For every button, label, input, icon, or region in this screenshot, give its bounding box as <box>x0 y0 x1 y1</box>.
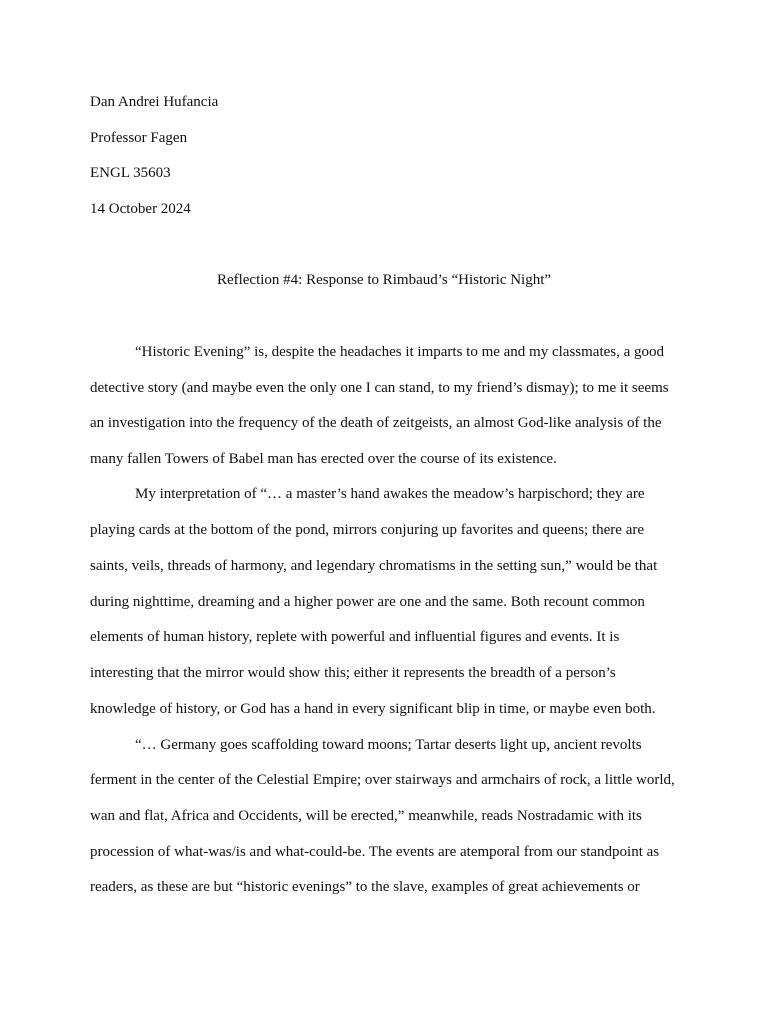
body-line: procession of what-was/is and what-could-be. The events are atemporal from our standpoint as <box>90 844 660 860</box>
body-line: many fallen Towers of Babel man has erected over the course of its existence. <box>90 451 557 467</box>
body-line: “Historic Evening” is, despite the headaches it imparts to me and my classmates, a good <box>135 344 665 360</box>
body-line: My interpretation of “… a master’s hand awakes the meadow’s harpischord; they are <box>135 486 645 502</box>
body-line: readers, as these are but “historic evenings” to the slave, examples of great achievements or <box>90 879 640 895</box>
course-code: ENGL 35603 <box>90 165 171 181</box>
body-line: elements of human history, replete with powerful and influential figures and events. It is <box>90 629 620 645</box>
body-line: playing cards at the bottom of the pond, mirrors conjuring up favorites and queens; there are <box>90 522 645 538</box>
body-line: during nighttime, dreaming and a higher power are one and the same. Both recount common <box>90 594 645 610</box>
essay-title: Reflection #4: Response to Rimbaud’s “Historic Night” <box>216 272 552 288</box>
body-line: interesting that the mirror would show this; either it represents the breadth of a person’s <box>90 665 616 681</box>
document-date: 14 October 2024 <box>90 201 191 217</box>
body-line: saints, veils, threads of harmony, and legendary chromatisms in the setting sun,” would be that <box>90 558 658 574</box>
author-name: Dan Andrei Hufancia <box>90 94 219 110</box>
professor-name: Professor Fagen <box>90 130 188 146</box>
body-line: “… Germany goes scaffolding toward moons; Tartar deserts light up, ancient revolts <box>135 737 642 753</box>
body-line: an investigation into the frequency of the death of zeitgeists, an almost God-like analysis of the <box>90 415 662 431</box>
body-line: knowledge of history, or God has a hand in every significant blip in time, or maybe even both. <box>90 701 656 717</box>
body-line: ferment in the center of the Celestial Empire; over stairways and armchairs of rock, a little world, <box>90 772 675 788</box>
body-line: detective story (and maybe even the only one I can stand, to my friend’s dismay); to me it seems <box>90 380 669 396</box>
body-line: wan and flat, Africa and Occidents, will be erected,” meanwhile, reads Nostradamic with its <box>90 808 642 824</box>
